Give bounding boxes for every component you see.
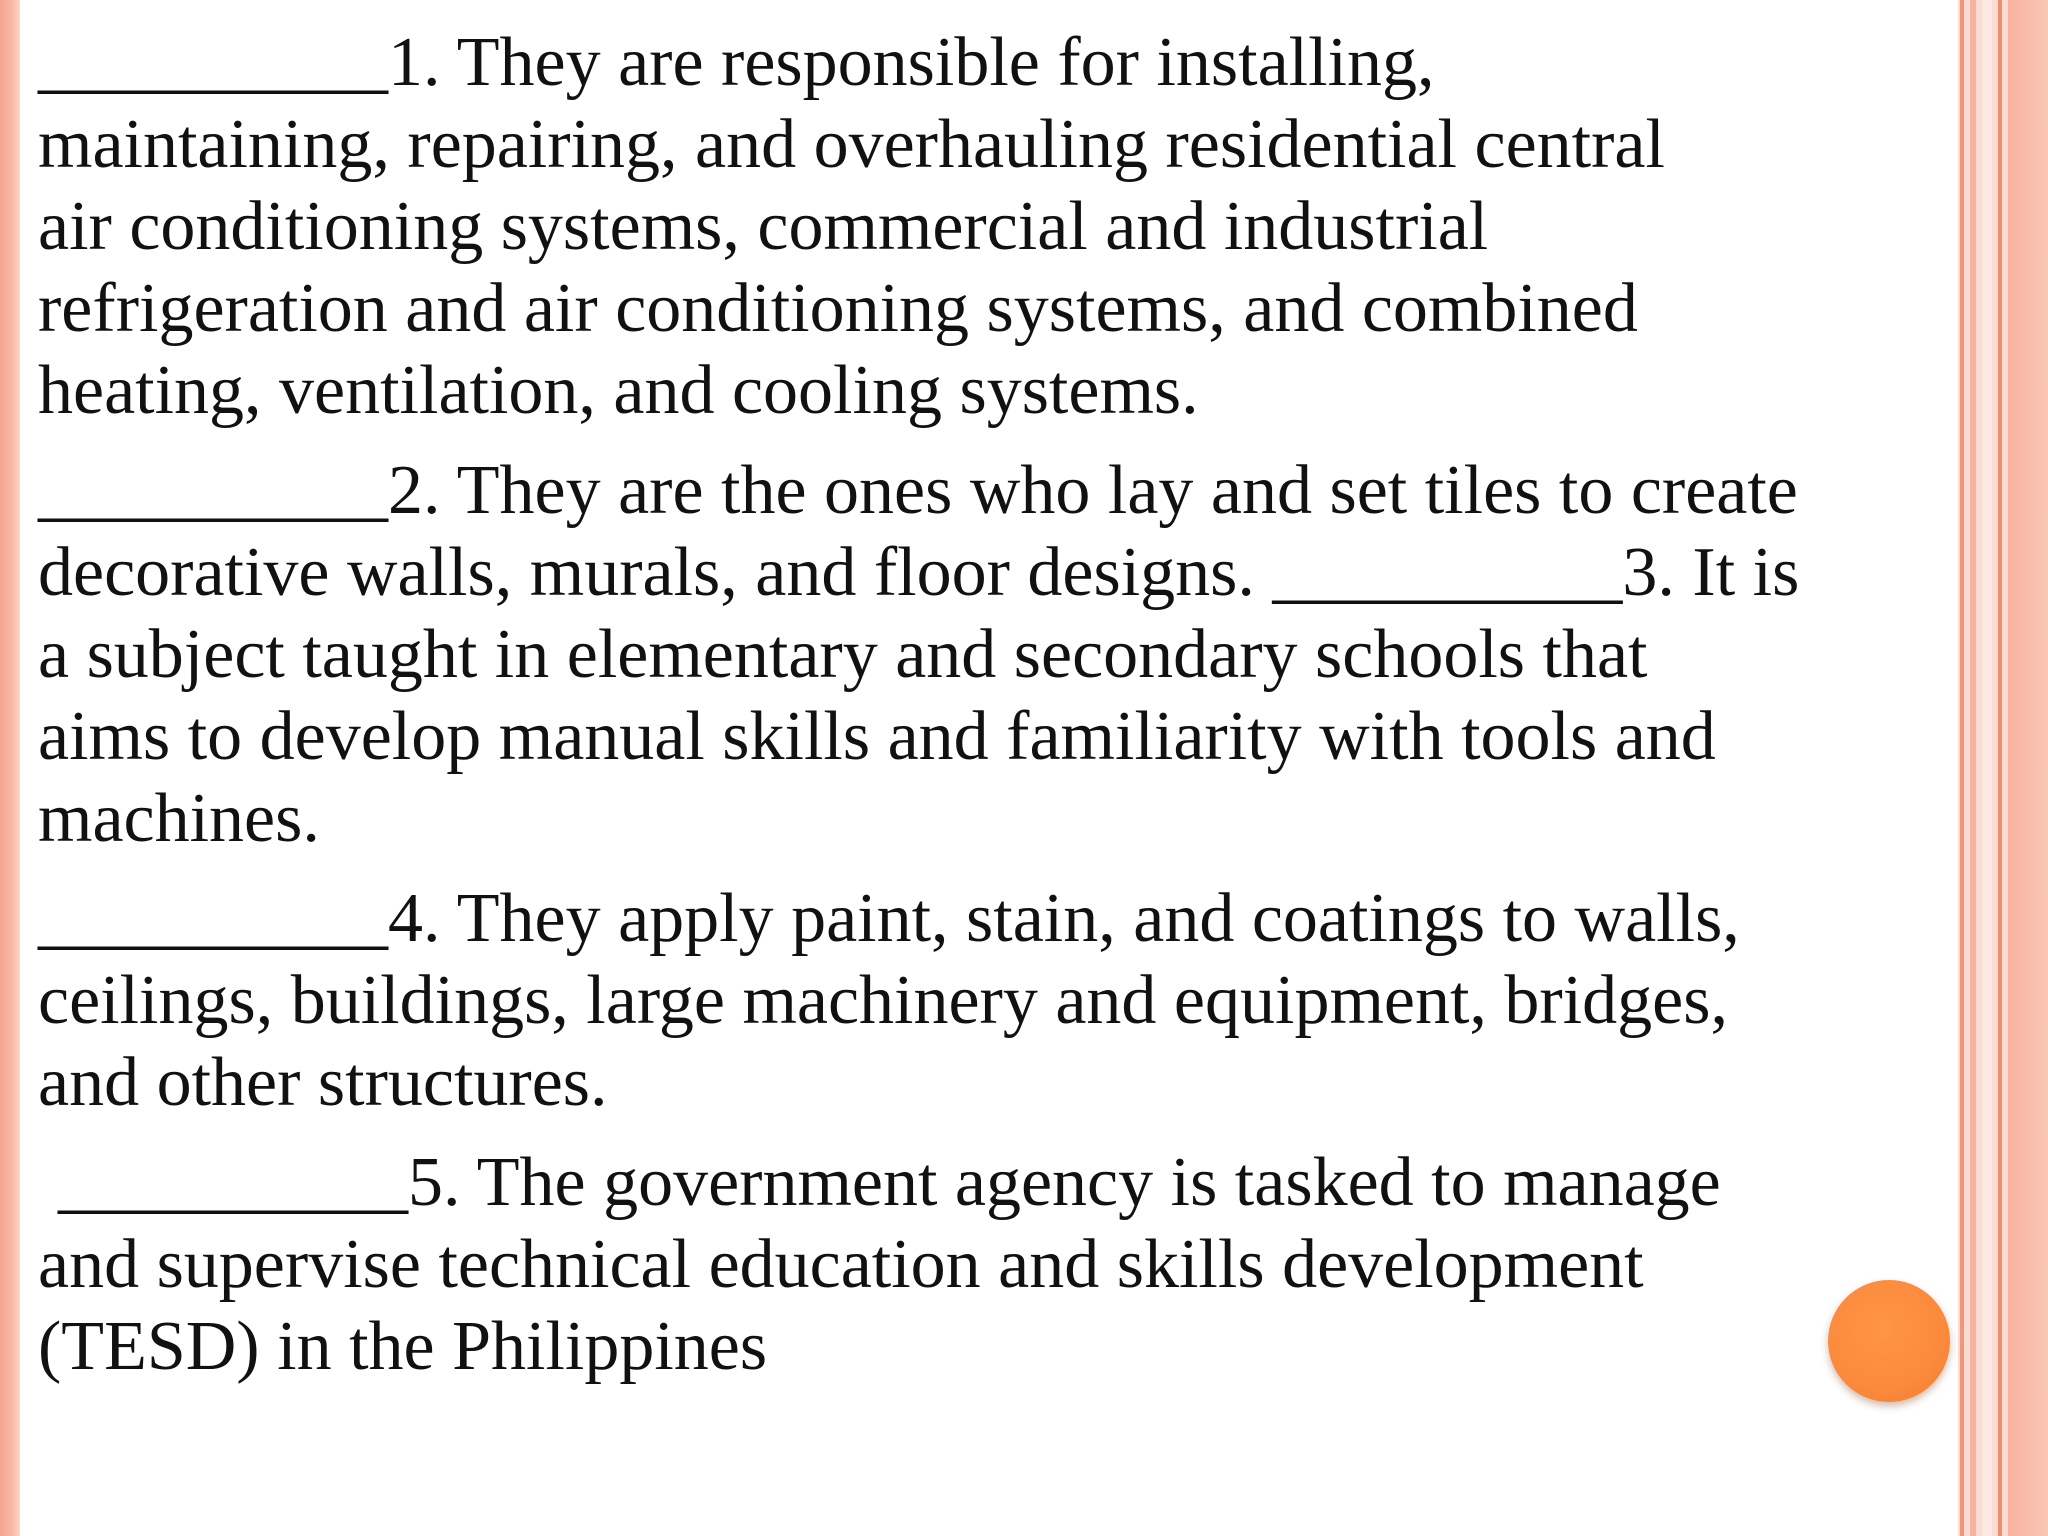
text-line: aims to develop manual skills and familiarity with tools and [38, 698, 1716, 775]
text-line: and supervise technical education and skills development [38, 1226, 1644, 1303]
question-2-and-3 [38, 450, 1973, 860]
right-border-stripe [1982, 0, 1992, 1536]
text-line: (TESD) in the Philippines [38, 1308, 768, 1385]
right-border-stripe [2008, 0, 2048, 1536]
text-line: machines. [38, 780, 320, 857]
text-line: __________1. They are responsible for installing, [38, 24, 1435, 101]
text-line: __________2. They are the ones who lay and set tiles to create [38, 452, 1798, 529]
text-line: decorative walls, murals, and floor designs. __________3. It is [38, 534, 1800, 611]
text-line: __________4. They apply paint, stain, and coatings to walls, [38, 880, 1740, 957]
text-line: heating, ventilation, and cooling systems. [38, 352, 1199, 429]
question-5 [38, 1142, 1973, 1388]
text-line: maintaining, repairing, and overhauling residential central [38, 106, 1665, 183]
question-4 [38, 878, 1973, 1124]
slide-content [38, 22, 1973, 1406]
question-1 [38, 22, 1973, 432]
left-border-decoration [0, 0, 20, 1536]
text-line: __________5. The government agency is tasked to manage [58, 1144, 1721, 1221]
text-line: a subject taught in elementary and secondary schools that [38, 616, 1648, 693]
text-line: ceilings, buildings, large machinery and equipment, bridges, [38, 962, 1728, 1039]
right-border-stripe [1998, 0, 2002, 1536]
text-line: refrigeration and air conditioning systems, and combined [38, 270, 1638, 347]
orange-circle-decoration [1828, 1280, 1950, 1402]
text-line: air conditioning systems, commercial and industrial [38, 188, 1489, 265]
text-line: and other structures. [38, 1044, 608, 1121]
